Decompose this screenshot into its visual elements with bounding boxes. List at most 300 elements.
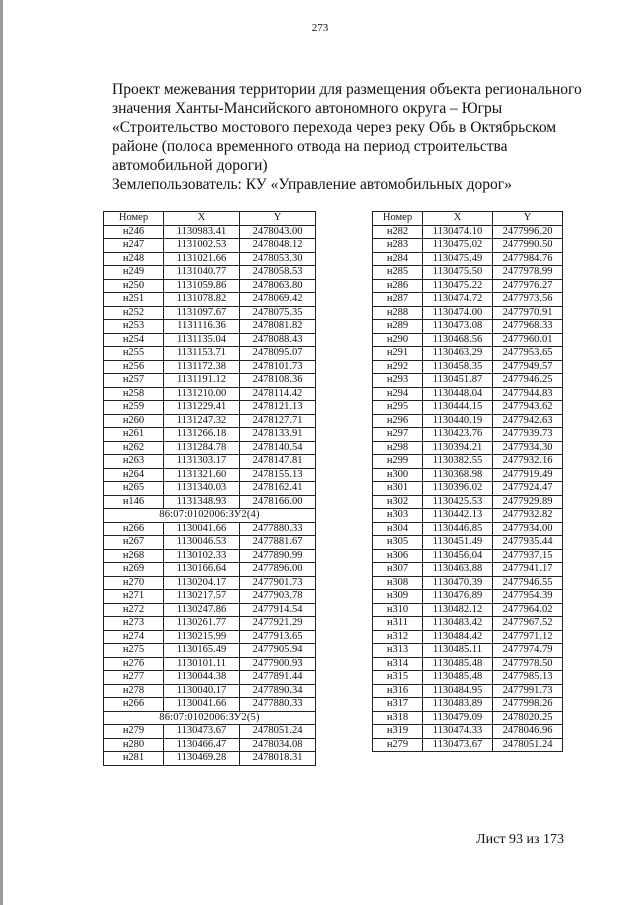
point-number-cell: н259 xyxy=(104,401,164,415)
point-number-cell: н254 xyxy=(104,333,164,347)
x-coordinate-cell: 1131078.82 xyxy=(164,293,240,307)
y-coordinate-cell: 2478048.12 xyxy=(240,239,316,253)
point-number-cell: н272 xyxy=(104,603,164,617)
point-number-cell: н289 xyxy=(373,320,423,334)
column-header-number: Номер xyxy=(104,212,164,226)
point-number-cell: н252 xyxy=(104,306,164,320)
point-number-cell: н279 xyxy=(373,738,423,752)
point-number-cell: н283 xyxy=(373,239,423,253)
y-coordinate-cell: 2477978.99 xyxy=(493,266,563,280)
x-coordinate-cell: 1130215.99 xyxy=(164,630,240,644)
y-coordinate-cell: 2477996.20 xyxy=(493,225,563,239)
x-coordinate-cell: 1130382.55 xyxy=(423,455,493,469)
x-coordinate-cell: 1130479.09 xyxy=(423,711,493,725)
table-row xyxy=(104,306,316,320)
table-row xyxy=(373,549,563,563)
point-number-cell: н300 xyxy=(373,468,423,482)
table-row xyxy=(104,590,316,604)
y-coordinate-cell: 2478155.13 xyxy=(240,468,316,482)
table-row xyxy=(373,266,563,280)
x-coordinate-cell: 1130485.48 xyxy=(423,671,493,685)
x-coordinate-cell: 1130451.87 xyxy=(423,374,493,388)
point-number-cell: н290 xyxy=(373,333,423,347)
x-coordinate-cell: 1130423.76 xyxy=(423,428,493,442)
x-coordinate-cell: 1130983.41 xyxy=(164,225,240,239)
table-row xyxy=(373,603,563,617)
point-number-cell: н279 xyxy=(104,725,164,739)
sheet-footer: Лист 93 из 173 xyxy=(476,832,564,847)
table-row xyxy=(104,495,316,509)
x-coordinate-cell: 1130204.17 xyxy=(164,576,240,590)
y-coordinate-cell: 2478166.00 xyxy=(240,495,316,509)
y-coordinate-cell: 2477985.13 xyxy=(493,671,563,685)
table-row xyxy=(104,549,316,563)
point-number-cell: н270 xyxy=(104,576,164,590)
x-coordinate-cell: 1131059.86 xyxy=(164,279,240,293)
table-row xyxy=(104,617,316,631)
point-number-cell: н292 xyxy=(373,360,423,374)
x-coordinate-cell: 1130483.42 xyxy=(423,617,493,631)
point-number-cell: н308 xyxy=(373,576,423,590)
y-coordinate-cell: 2477946.25 xyxy=(493,374,563,388)
y-coordinate-cell: 2477896.00 xyxy=(240,563,316,577)
point-number-cell: н317 xyxy=(373,698,423,712)
table-row xyxy=(104,752,316,766)
point-number-cell: н273 xyxy=(104,617,164,631)
x-coordinate-cell: 1130473.08 xyxy=(423,320,493,334)
point-number-cell: н286 xyxy=(373,279,423,293)
y-coordinate-cell: 2477919.49 xyxy=(493,468,563,482)
point-number-cell: н315 xyxy=(373,671,423,685)
table-row xyxy=(104,347,316,361)
point-number-cell: н249 xyxy=(104,266,164,280)
x-coordinate-cell: 1130483.89 xyxy=(423,698,493,712)
table-row xyxy=(104,360,316,374)
x-coordinate-cell: 1130456.04 xyxy=(423,549,493,563)
coordinates-table-right xyxy=(372,211,563,752)
x-coordinate-cell: 1131135.04 xyxy=(164,333,240,347)
point-number-cell: н267 xyxy=(104,536,164,550)
x-coordinate-cell: 1130396.02 xyxy=(423,482,493,496)
x-coordinate-cell: 1130247.86 xyxy=(164,603,240,617)
table-row xyxy=(373,536,563,550)
x-coordinate-cell: 1131097.67 xyxy=(164,306,240,320)
x-coordinate-cell: 1130475.50 xyxy=(423,266,493,280)
section-cadastral-number: 86:07:0102006:ЗУ2(5) xyxy=(104,711,316,725)
table-row xyxy=(104,657,316,671)
y-coordinate-cell: 2477924.47 xyxy=(493,482,563,496)
table-row xyxy=(104,387,316,401)
section-cadastral-number: 86:07:0102006:ЗУ2(4) xyxy=(104,509,316,523)
table-row xyxy=(104,671,316,685)
y-coordinate-cell: 2477935.44 xyxy=(493,536,563,550)
point-number-cell: н263 xyxy=(104,455,164,469)
y-coordinate-cell: 2478046.96 xyxy=(493,725,563,739)
y-coordinate-cell: 2477990.50 xyxy=(493,239,563,253)
y-coordinate-cell: 2477913.65 xyxy=(240,630,316,644)
y-coordinate-cell: 2477978.50 xyxy=(493,657,563,671)
table-row xyxy=(373,252,563,266)
table-row xyxy=(104,536,316,550)
table-row xyxy=(373,738,563,752)
x-coordinate-cell: 1130470.39 xyxy=(423,576,493,590)
point-number-cell: н287 xyxy=(373,293,423,307)
point-number-cell: н301 xyxy=(373,482,423,496)
x-coordinate-cell: 1131021.66 xyxy=(164,252,240,266)
table-row xyxy=(373,563,563,577)
x-coordinate-cell: 1130475.02 xyxy=(423,239,493,253)
point-number-cell: н303 xyxy=(373,509,423,523)
y-coordinate-cell: 2477971.12 xyxy=(493,630,563,644)
heading-line: районе (полоса временного отвода на период строительства xyxy=(112,138,508,155)
y-coordinate-cell: 2478095.07 xyxy=(240,347,316,361)
x-coordinate-cell: 1130394.21 xyxy=(423,441,493,455)
table-row xyxy=(104,401,316,415)
table-row xyxy=(373,320,563,334)
x-coordinate-cell: 1131116.36 xyxy=(164,320,240,334)
point-number-cell: н284 xyxy=(373,252,423,266)
point-number-cell: н316 xyxy=(373,684,423,698)
table-row xyxy=(104,684,316,698)
y-coordinate-cell: 2478088.43 xyxy=(240,333,316,347)
point-number-cell: н305 xyxy=(373,536,423,550)
x-coordinate-cell: 1130041.66 xyxy=(164,698,240,712)
point-number-cell: н265 xyxy=(104,482,164,496)
y-coordinate-cell: 2477984.76 xyxy=(493,252,563,266)
x-coordinate-cell: 1130165.49 xyxy=(164,644,240,658)
table-row xyxy=(373,468,563,482)
table-row xyxy=(373,617,563,631)
y-coordinate-cell: 2477973.56 xyxy=(493,293,563,307)
x-coordinate-cell: 1131229.41 xyxy=(164,401,240,415)
point-number-cell: н313 xyxy=(373,644,423,658)
heading-line: значения Ханты-Мансийского автономного округа – Югры xyxy=(112,100,503,117)
x-coordinate-cell: 1130440.19 xyxy=(423,414,493,428)
table-row xyxy=(373,711,563,725)
x-coordinate-cell: 1130484.95 xyxy=(423,684,493,698)
table-row xyxy=(373,347,563,361)
table-row xyxy=(373,495,563,509)
table-row xyxy=(373,455,563,469)
y-coordinate-cell: 2477921.29 xyxy=(240,617,316,631)
point-number-cell: н304 xyxy=(373,522,423,536)
y-coordinate-cell: 2477941.17 xyxy=(493,563,563,577)
x-coordinate-cell: 1130474.10 xyxy=(423,225,493,239)
table-row xyxy=(104,266,316,280)
table-row xyxy=(104,725,316,739)
table-row xyxy=(373,725,563,739)
y-coordinate-cell: 2477881.67 xyxy=(240,536,316,550)
point-number-cell: н310 xyxy=(373,603,423,617)
y-coordinate-cell: 2477880.33 xyxy=(240,698,316,712)
y-coordinate-cell: 2478114.42 xyxy=(240,387,316,401)
table-row xyxy=(104,428,316,442)
point-number-cell: н288 xyxy=(373,306,423,320)
point-number-cell: н297 xyxy=(373,428,423,442)
table-row xyxy=(373,414,563,428)
x-coordinate-cell: 1130474.72 xyxy=(423,293,493,307)
point-number-cell: н251 xyxy=(104,293,164,307)
point-number-cell: н293 xyxy=(373,374,423,388)
table-row xyxy=(373,374,563,388)
point-number-cell: н298 xyxy=(373,441,423,455)
point-number-cell: н261 xyxy=(104,428,164,442)
y-coordinate-cell: 2477953.65 xyxy=(493,347,563,361)
x-coordinate-cell: 1131321.60 xyxy=(164,468,240,482)
point-number-cell: н318 xyxy=(373,711,423,725)
x-coordinate-cell: 1130463.88 xyxy=(423,563,493,577)
y-coordinate-cell: 2477937.15 xyxy=(493,549,563,563)
table-row xyxy=(104,293,316,307)
table-row xyxy=(104,482,316,496)
y-coordinate-cell: 2478108.36 xyxy=(240,374,316,388)
table-row xyxy=(373,482,563,496)
y-coordinate-cell: 2477949.57 xyxy=(493,360,563,374)
table-row xyxy=(373,671,563,685)
x-coordinate-cell: 1130475.49 xyxy=(423,252,493,266)
point-number-cell: н256 xyxy=(104,360,164,374)
y-coordinate-cell: 2477900.93 xyxy=(240,657,316,671)
table-row xyxy=(373,684,563,698)
point-number-cell: н269 xyxy=(104,563,164,577)
y-coordinate-cell: 2478162.41 xyxy=(240,482,316,496)
y-coordinate-cell: 2477964.02 xyxy=(493,603,563,617)
x-coordinate-cell: 1131348.93 xyxy=(164,495,240,509)
table-row xyxy=(373,441,563,455)
point-number-cell: н312 xyxy=(373,630,423,644)
table-row xyxy=(104,252,316,266)
y-coordinate-cell: 2477929.89 xyxy=(493,495,563,509)
table-row xyxy=(104,279,316,293)
y-coordinate-cell: 2478020.25 xyxy=(493,711,563,725)
section-row xyxy=(104,711,316,725)
heading-line: автомобильной дороги) xyxy=(112,157,268,174)
table-row xyxy=(104,320,316,334)
heading-line: Проект межевания территории для размещения объекта регионального xyxy=(112,81,582,98)
x-coordinate-cell: 1130485.48 xyxy=(423,657,493,671)
x-coordinate-cell: 1130425.53 xyxy=(423,495,493,509)
table-row xyxy=(104,468,316,482)
coordinates-table-left xyxy=(103,211,316,766)
y-coordinate-cell: 2478127.71 xyxy=(240,414,316,428)
document-heading xyxy=(112,80,582,194)
x-coordinate-cell: 1131284.78 xyxy=(164,441,240,455)
x-coordinate-cell: 1131266.18 xyxy=(164,428,240,442)
y-coordinate-cell: 2477954.39 xyxy=(493,590,563,604)
x-coordinate-cell: 1130368.98 xyxy=(423,468,493,482)
y-coordinate-cell: 2478147.81 xyxy=(240,455,316,469)
y-coordinate-cell: 2477968.33 xyxy=(493,320,563,334)
column-header-y: Y xyxy=(240,212,316,226)
y-coordinate-cell: 2477946.55 xyxy=(493,576,563,590)
y-coordinate-cell: 2477967.52 xyxy=(493,617,563,631)
point-number-cell: н274 xyxy=(104,630,164,644)
point-number-cell: н291 xyxy=(373,347,423,361)
point-number-cell: н246 xyxy=(104,225,164,239)
point-number-cell: н311 xyxy=(373,617,423,631)
y-coordinate-cell: 2477901.73 xyxy=(240,576,316,590)
table-row xyxy=(104,644,316,658)
y-coordinate-cell: 2477976.27 xyxy=(493,279,563,293)
table-header-row xyxy=(373,212,563,226)
point-number-cell: н146 xyxy=(104,495,164,509)
table-row xyxy=(373,576,563,590)
y-coordinate-cell: 2477939.73 xyxy=(493,428,563,442)
table-row xyxy=(373,360,563,374)
x-coordinate-cell: 1130473.67 xyxy=(423,738,493,752)
table-row xyxy=(104,576,316,590)
y-coordinate-cell: 2478140.54 xyxy=(240,441,316,455)
point-number-cell: н314 xyxy=(373,657,423,671)
point-number-cell: н302 xyxy=(373,495,423,509)
table-row xyxy=(104,374,316,388)
x-coordinate-cell: 1130101.11 xyxy=(164,657,240,671)
table-row xyxy=(104,603,316,617)
page-number: 273 xyxy=(311,22,329,34)
table-row xyxy=(373,698,563,712)
x-coordinate-cell: 1130484.42 xyxy=(423,630,493,644)
point-number-cell: н307 xyxy=(373,563,423,577)
x-coordinate-cell: 1130166.64 xyxy=(164,563,240,577)
x-coordinate-cell: 1131191.12 xyxy=(164,374,240,388)
y-coordinate-cell: 2478051.24 xyxy=(240,725,316,739)
x-coordinate-cell: 1131153.71 xyxy=(164,347,240,361)
x-coordinate-cell: 1130485.11 xyxy=(423,644,493,658)
x-coordinate-cell: 1130476.89 xyxy=(423,590,493,604)
point-number-cell: н250 xyxy=(104,279,164,293)
point-number-cell: н266 xyxy=(104,522,164,536)
y-coordinate-cell: 2477891.44 xyxy=(240,671,316,685)
point-number-cell: н275 xyxy=(104,644,164,658)
x-coordinate-cell: 1130448.04 xyxy=(423,387,493,401)
table-row xyxy=(104,522,316,536)
x-coordinate-cell: 1130041.66 xyxy=(164,522,240,536)
x-coordinate-cell: 1130442.13 xyxy=(423,509,493,523)
y-coordinate-cell: 2477991.73 xyxy=(493,684,563,698)
point-number-cell: н266 xyxy=(104,698,164,712)
point-number-cell: н248 xyxy=(104,252,164,266)
point-number-cell: н282 xyxy=(373,225,423,239)
point-number-cell: н257 xyxy=(104,374,164,388)
y-coordinate-cell: 2477890.99 xyxy=(240,549,316,563)
table-row xyxy=(373,590,563,604)
x-coordinate-cell: 1131303.17 xyxy=(164,455,240,469)
y-coordinate-cell: 2477903.78 xyxy=(240,590,316,604)
table-row xyxy=(104,239,316,253)
point-number-cell: н260 xyxy=(104,414,164,428)
x-coordinate-cell: 1131340.03 xyxy=(164,482,240,496)
x-coordinate-cell: 1131210.00 xyxy=(164,387,240,401)
table-row xyxy=(373,239,563,253)
point-number-cell: н253 xyxy=(104,320,164,334)
table-header-row xyxy=(104,212,316,226)
table-row xyxy=(373,630,563,644)
point-number-cell: н296 xyxy=(373,414,423,428)
table-row xyxy=(373,293,563,307)
y-coordinate-cell: 2478034.08 xyxy=(240,738,316,752)
point-number-cell: н247 xyxy=(104,239,164,253)
point-number-cell: н319 xyxy=(373,725,423,739)
point-number-cell: н280 xyxy=(104,738,164,752)
table-row xyxy=(104,698,316,712)
y-coordinate-cell: 2477905.94 xyxy=(240,644,316,658)
x-coordinate-cell: 1130463.29 xyxy=(423,347,493,361)
y-coordinate-cell: 2477970.91 xyxy=(493,306,563,320)
section-row xyxy=(104,509,316,523)
y-coordinate-cell: 2477943.62 xyxy=(493,401,563,415)
y-coordinate-cell: 2477934.00 xyxy=(493,522,563,536)
point-number-cell: н299 xyxy=(373,455,423,469)
y-coordinate-cell: 2478018.31 xyxy=(240,752,316,766)
x-coordinate-cell: 1130473.67 xyxy=(164,725,240,739)
x-coordinate-cell: 1131172.38 xyxy=(164,360,240,374)
x-coordinate-cell: 1130469.28 xyxy=(164,752,240,766)
table-row xyxy=(104,563,316,577)
table-row xyxy=(373,644,563,658)
point-number-cell: н306 xyxy=(373,549,423,563)
y-coordinate-cell: 2478053.30 xyxy=(240,252,316,266)
y-coordinate-cell: 2477914.54 xyxy=(240,603,316,617)
x-coordinate-cell: 1131040.77 xyxy=(164,266,240,280)
table-row xyxy=(373,306,563,320)
y-coordinate-cell: 2477932.16 xyxy=(493,455,563,469)
table-row xyxy=(104,455,316,469)
x-coordinate-cell: 1130040.17 xyxy=(164,684,240,698)
column-header-x: X xyxy=(423,212,493,226)
table-row xyxy=(373,509,563,523)
point-number-cell: н264 xyxy=(104,468,164,482)
point-number-cell: н268 xyxy=(104,549,164,563)
x-coordinate-cell: 1130482.12 xyxy=(423,603,493,617)
x-coordinate-cell: 1130474.00 xyxy=(423,306,493,320)
y-coordinate-cell: 2477890.34 xyxy=(240,684,316,698)
y-coordinate-cell: 2478075.35 xyxy=(240,306,316,320)
point-number-cell: н294 xyxy=(373,387,423,401)
table-row xyxy=(104,225,316,239)
x-coordinate-cell: 1130446.85 xyxy=(423,522,493,536)
point-number-cell: н285 xyxy=(373,266,423,280)
x-coordinate-cell: 1130261.77 xyxy=(164,617,240,631)
y-coordinate-cell: 2478101.73 xyxy=(240,360,316,374)
table-row xyxy=(373,225,563,239)
table-row xyxy=(373,279,563,293)
x-coordinate-cell: 1130102.33 xyxy=(164,549,240,563)
point-number-cell: н255 xyxy=(104,347,164,361)
table-row xyxy=(373,387,563,401)
point-number-cell: н277 xyxy=(104,671,164,685)
y-coordinate-cell: 2477880.33 xyxy=(240,522,316,536)
y-coordinate-cell: 2478051.24 xyxy=(493,738,563,752)
point-number-cell: н258 xyxy=(104,387,164,401)
y-coordinate-cell: 2478069.42 xyxy=(240,293,316,307)
x-coordinate-cell: 1130046.53 xyxy=(164,536,240,550)
table-row xyxy=(104,333,316,347)
table-row xyxy=(373,401,563,415)
point-number-cell: н276 xyxy=(104,657,164,671)
y-coordinate-cell: 2478058.53 xyxy=(240,266,316,280)
y-coordinate-cell: 2477998.26 xyxy=(493,698,563,712)
scan-edge xyxy=(0,0,3,905)
y-coordinate-cell: 2477960.01 xyxy=(493,333,563,347)
x-coordinate-cell: 1130217.57 xyxy=(164,590,240,604)
y-coordinate-cell: 2477942.63 xyxy=(493,414,563,428)
x-coordinate-cell: 1130458.35 xyxy=(423,360,493,374)
x-coordinate-cell: 1130475.22 xyxy=(423,279,493,293)
table-row xyxy=(373,333,563,347)
x-coordinate-cell: 1130474.33 xyxy=(423,725,493,739)
heading-line: «Строительство мостового перехода через реку Обь в Октябрьском xyxy=(112,119,557,136)
y-coordinate-cell: 2477974.79 xyxy=(493,644,563,658)
